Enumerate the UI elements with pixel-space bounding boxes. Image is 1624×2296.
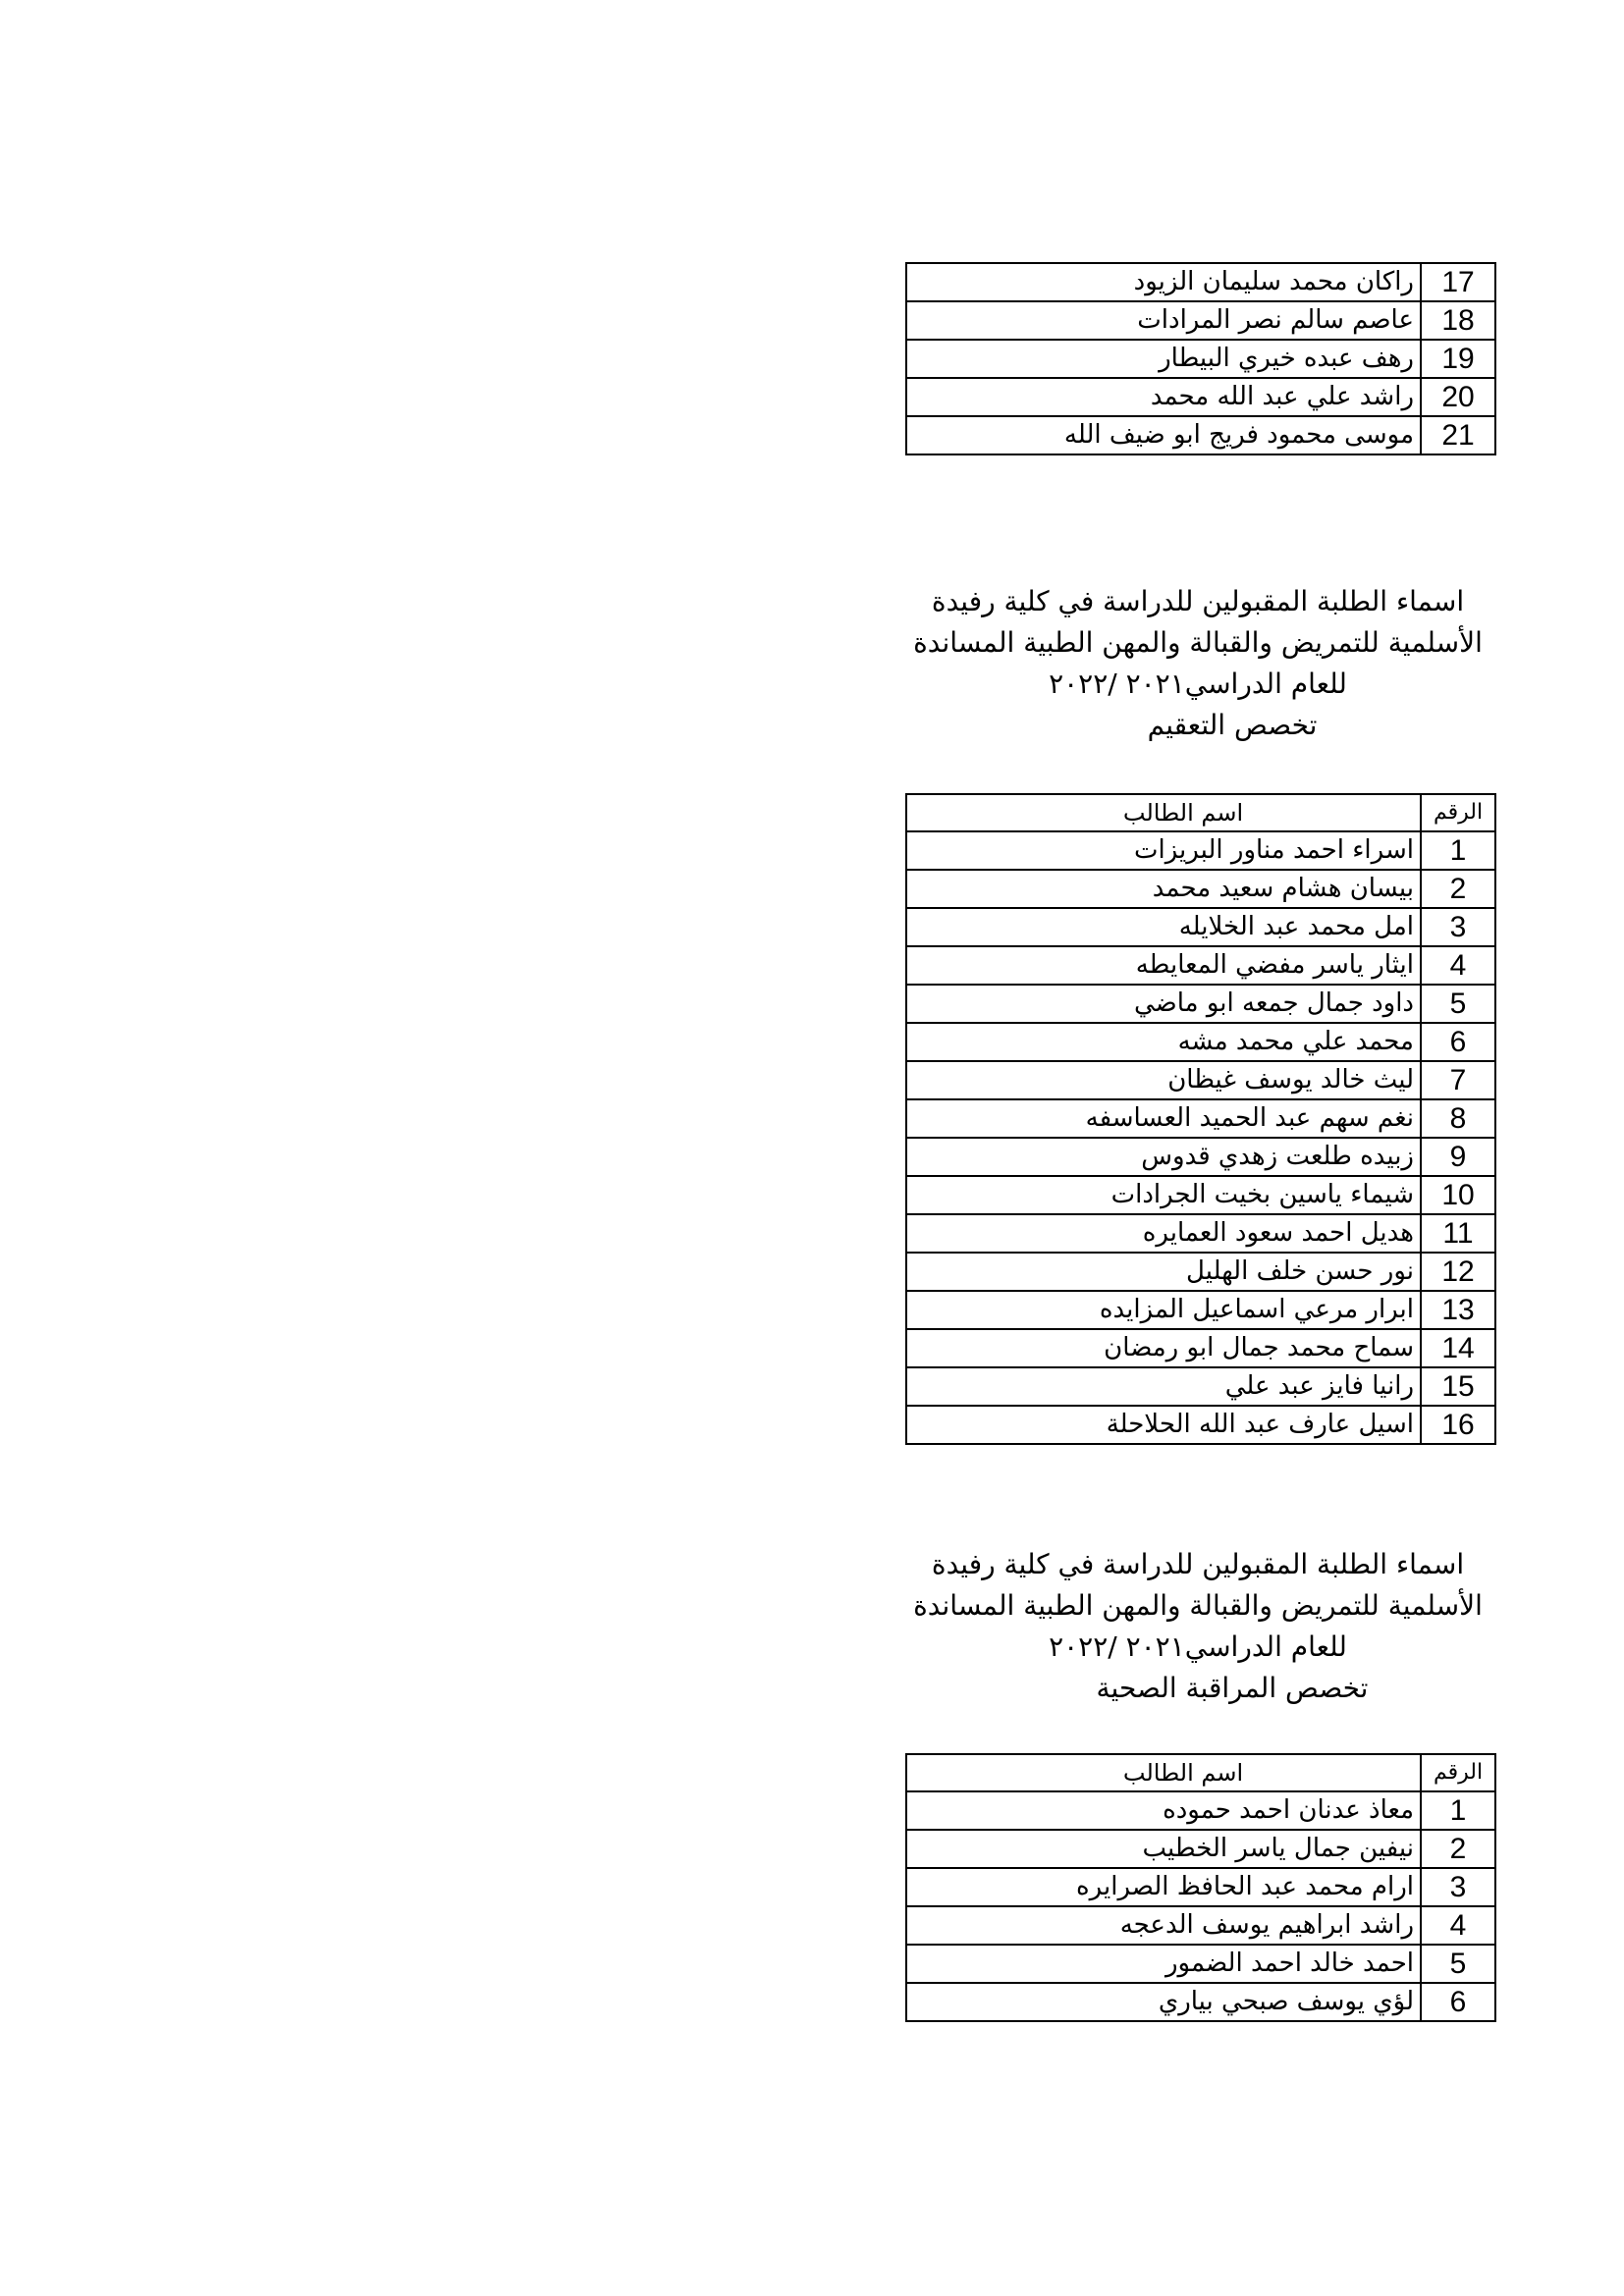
table-row <box>906 831 1495 870</box>
table-row <box>906 1176 1495 1214</box>
table-row <box>906 340 1495 378</box>
table-row <box>906 1138 1495 1176</box>
row-number: 11 <box>1421 1214 1495 1253</box>
name-column-header: اسم الطالب <box>906 1754 1421 1791</box>
table-row <box>906 1329 1495 1367</box>
student-name: ارام محمد عبد الحافظ الصرايره <box>906 1868 1421 1906</box>
student-name: زبيده طلعت زهدي قدوس <box>906 1138 1421 1176</box>
table-header-row <box>906 794 1495 831</box>
row-number: 5 <box>1421 1945 1495 1983</box>
student-name: ليث خالد يوسف غيظان <box>906 1061 1421 1099</box>
student-name: بيسان هشام سعيد محمد <box>906 870 1421 908</box>
table-row <box>906 1983 1495 2021</box>
name-column-header: اسم الطالب <box>906 794 1421 831</box>
students-table-health-monitoring <box>905 1753 1496 2022</box>
heading-line: تخصص التعقيم <box>1147 709 1318 741</box>
heading-line: للعام الدراسي٢٠٢١ /٢٠٢٢ <box>1049 667 1347 700</box>
table-row <box>906 1868 1495 1906</box>
students-table-sterilization <box>905 793 1496 1445</box>
table-row <box>906 1023 1495 1061</box>
student-name: اسيل عارف عبد الله الحلاحلة <box>906 1406 1421 1444</box>
table-row <box>906 1253 1495 1291</box>
row-number: 13 <box>1421 1291 1495 1329</box>
student-name: ابرار مرعي اسماعيل المزايده <box>906 1291 1421 1329</box>
heading-line: الأسلمية للتمريض والقبالة والمهن الطبية المساندة <box>913 626 1483 659</box>
row-number: 17 <box>1421 263 1495 301</box>
student-name: معاذ عدنان احمد حموده <box>906 1791 1421 1830</box>
students-table-continued <box>905 262 1496 455</box>
table-row <box>906 1906 1495 1945</box>
table-row <box>906 1099 1495 1138</box>
table-row <box>906 1945 1495 1983</box>
row-number: 6 <box>1421 1023 1495 1061</box>
row-number: 18 <box>1421 301 1495 340</box>
row-number: 4 <box>1421 946 1495 985</box>
student-name: راشد ابراهيم يوسف الدعجه <box>906 1906 1421 1945</box>
table-row <box>906 301 1495 340</box>
table-row <box>906 1367 1495 1406</box>
heading-line: اسماء الطلبة المقبولين للدراسة في كلية رفيدة <box>931 585 1465 617</box>
student-name: هديل احمد سعود العمايره <box>906 1214 1421 1253</box>
table-row <box>906 1061 1495 1099</box>
student-name: رهف عبده خيري البيطار <box>906 340 1421 378</box>
row-number: 15 <box>1421 1367 1495 1406</box>
student-name: امل محمد عبد الخلايله <box>906 908 1421 946</box>
row-number: 20 <box>1421 378 1495 416</box>
student-name: راشد علي عبد الله محمد <box>906 378 1421 416</box>
number-column-header: الرقم <box>1421 794 1495 831</box>
row-number: 12 <box>1421 1253 1495 1291</box>
student-name: نغم سهم عبد الحميد العساسفه <box>906 1099 1421 1138</box>
table-row <box>906 985 1495 1023</box>
table-row <box>906 378 1495 416</box>
student-name: احمد خالد احمد الضمور <box>906 1945 1421 1983</box>
student-name: داود جمال جمعه ابو ماضي <box>906 985 1421 1023</box>
table-row <box>906 1214 1495 1253</box>
row-number: 10 <box>1421 1176 1495 1214</box>
row-number: 9 <box>1421 1138 1495 1176</box>
student-name: شيماء ياسين بخيت الجرادات <box>906 1176 1421 1214</box>
table-header-row <box>906 1754 1495 1791</box>
row-number: 3 <box>1421 908 1495 946</box>
row-number: 2 <box>1421 1830 1495 1868</box>
section-heading-health-monitoring <box>913 1544 1483 1709</box>
heading-line: تخصص المراقبة الصحية <box>1096 1672 1369 1704</box>
row-number: 21 <box>1421 416 1495 454</box>
student-name: ايثار ياسر مفضي المعايطه <box>906 946 1421 985</box>
row-number: 1 <box>1421 1791 1495 1830</box>
table-row <box>906 263 1495 301</box>
student-name: راكان محمد سليمان الزيود <box>906 263 1421 301</box>
heading-line: للعام الدراسي٢٠٢١ /٢٠٢٢ <box>1049 1630 1347 1663</box>
row-number: 8 <box>1421 1099 1495 1138</box>
row-number: 2 <box>1421 870 1495 908</box>
table-row <box>906 870 1495 908</box>
row-number: 4 <box>1421 1906 1495 1945</box>
heading-line: اسماء الطلبة المقبولين للدراسة في كلية رفيدة <box>931 1548 1465 1580</box>
student-name: محمد علي محمد مشه <box>906 1023 1421 1061</box>
row-number: 14 <box>1421 1329 1495 1367</box>
table-row <box>906 1406 1495 1444</box>
student-name: سماح محمد جمال ابو رمضان <box>906 1329 1421 1367</box>
row-number: 1 <box>1421 831 1495 870</box>
row-number: 7 <box>1421 1061 1495 1099</box>
student-name: نيفين جمال ياسر الخطيب <box>906 1830 1421 1868</box>
student-name: لؤي يوسف صبحي بياري <box>906 1983 1421 2021</box>
row-number: 19 <box>1421 340 1495 378</box>
number-column-header: الرقم <box>1421 1754 1495 1791</box>
table-row <box>906 1791 1495 1830</box>
student-name: اسراء احمد مناور البريزات <box>906 831 1421 870</box>
table-row <box>906 946 1495 985</box>
row-number: 5 <box>1421 985 1495 1023</box>
table-row <box>906 1830 1495 1868</box>
row-number: 6 <box>1421 1983 1495 2021</box>
student-name: رانيا فايز عبد علي <box>906 1367 1421 1406</box>
section-heading-sterilization <box>913 581 1483 746</box>
table-row <box>906 416 1495 454</box>
row-number: 3 <box>1421 1868 1495 1906</box>
table-row <box>906 908 1495 946</box>
student-name: عاصم سالم نصر المرادات <box>906 301 1421 340</box>
row-number: 16 <box>1421 1406 1495 1444</box>
table-row <box>906 1291 1495 1329</box>
heading-line: الأسلمية للتمريض والقبالة والمهن الطبية المساندة <box>913 1589 1483 1622</box>
student-name: نور حسن خلف الهليل <box>906 1253 1421 1291</box>
student-name: موسى محمود فريج ابو ضيف الله <box>906 416 1421 454</box>
